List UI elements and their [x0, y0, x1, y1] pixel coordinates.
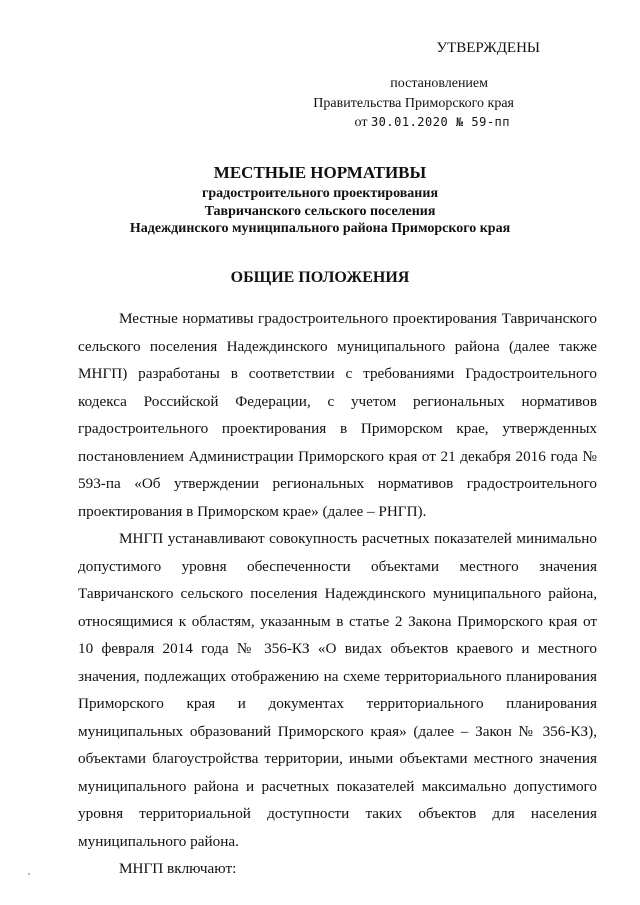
document-subtitle-3: Надеждинского муниципального района Приморского края: [129, 221, 511, 236]
approval-heading: УТВЕРЖДЕНЫ: [436, 40, 540, 56]
approval-date-prefix: от: [354, 115, 368, 130]
scan-speck: [28, 873, 30, 875]
document-title: МЕСТНЫЕ НОРМАТИВЫ: [213, 163, 427, 182]
document-subtitle-1: градостроительного проектирования: [201, 186, 439, 201]
section-body: [78, 305, 597, 883]
paragraph: МНГП устанавливают совокупность расчетных показателей минимально допустимого уровня обеспеченности объектами местного значения Тавричанского сельского поселения Надеждинского муниципального района, относящимися к областям, указанным в статье 2 Закона Приморского края от 10 февраля 2014 года № 356-КЗ «О видах объектов краевого и местного значения, подлежащих отображению на схеме территориального планирования Приморского края и документах территориального планирования муниципальных образований Приморского края» (далее – Закон № 356-КЗ), объектами благоустройства территории, иными объектами местного значения муниципального района и расчетных показателей максимально допустимого уровня территориальной доступности таких объектов для населения муниципального района.: [78, 530, 597, 850]
document-subtitle-2: Тавричанского сельского поселения: [204, 204, 436, 219]
approval-date-line: [355, 115, 510, 131]
approval-resolution: постановлением: [390, 76, 488, 91]
paragraph: МНГП включают:: [119, 860, 237, 877]
paragraph: Местные нормативы градостроительного проектирования Тавричанского сельского поселения Надеждинского муниципального района (далее также МНГП) разработаны в соответствии с требованиями Градостроительного кодекса Российской Федерации, с учетом региональных нормативов градостроительного проектирования в Приморском крае, утвержденных постановлением Администрации Приморского края от 21 декабря 2016 года № 593-па «Об утверждении региональных нормативов градостроительного проектирования в Приморском крае» (далее – РНГП).: [78, 310, 597, 520]
approval-date-stamp: 30.01.2020 № 59-пп: [370, 115, 510, 129]
section-heading: ОБЩИЕ ПОЛОЖЕНИЯ: [230, 269, 410, 286]
approval-government: Правительства Приморского края: [313, 96, 514, 111]
